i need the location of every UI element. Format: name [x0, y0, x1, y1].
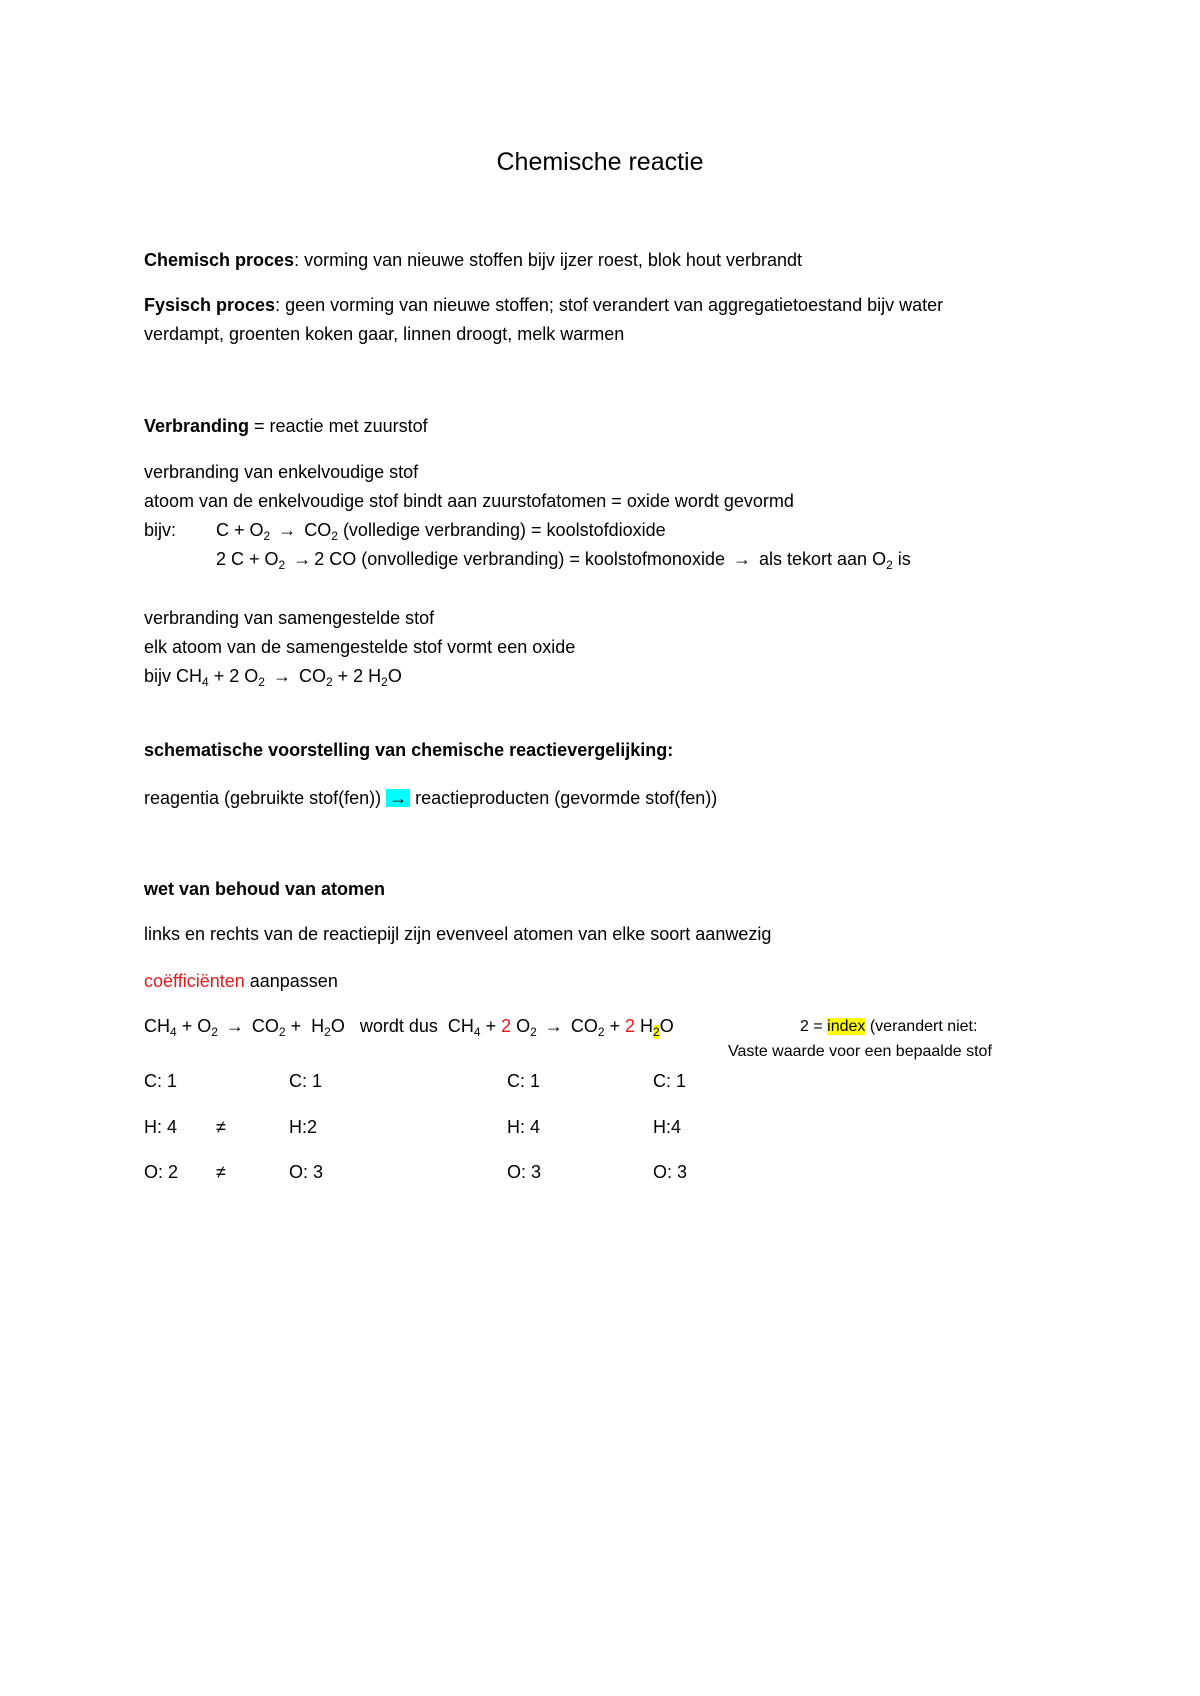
arrow-right-icon: → — [293, 549, 312, 569]
fysisch-proces-line — [144, 296, 943, 314]
table-cell: H:2 — [289, 1117, 318, 1137]
title-text: Chemische reactie — [496, 148, 704, 176]
arrow-right-icon: → — [544, 1016, 563, 1036]
wet-heading: wet van behoud van atomen — [144, 879, 386, 899]
table-cell: O: 3 — [289, 1162, 324, 1182]
equation-3: bijv $CH_4 + 2$ $O_2 \to CO_2 + 2$ $H_2O$ — [144, 666, 402, 689]
not-equal-sign: ≠ — [216, 1117, 226, 1137]
arrow-right-icon: → — [386, 789, 410, 807]
not-equal-sign: ≠ — [216, 1162, 226, 1182]
index-note-line1 — [800, 1019, 977, 1035]
equation-1-note: (volledige verbranding) = koolstofdioxide — [342, 520, 666, 540]
bijv-label: bijv: — [144, 520, 177, 540]
arrow-right-icon: → — [272, 666, 291, 686]
wordt-dus: wordt dus — [359, 1016, 438, 1036]
table-cell: O: 2 — [144, 1162, 179, 1182]
index-pre: 2 = — [800, 1018, 828, 1035]
table-cell: C: 1 — [144, 1071, 178, 1091]
coef-rest: aanpassen — [244, 971, 338, 991]
table-cell: O: 3 — [653, 1162, 688, 1182]
table-cell: H: 4 — [507, 1117, 541, 1137]
schema-line — [144, 789, 717, 807]
chemisch-text: : vorming van nieuwe stoffen bijv ijzer roest, blok hout verbrandt — [294, 250, 802, 270]
enkelvoudig-heading: verbranding van enkelvoudige stof — [144, 462, 419, 482]
chemisch-proces-line — [144, 251, 802, 269]
arrow-right-icon: → — [278, 520, 297, 540]
fysisch-text: : geen vorming van nieuwe stoffen; stof verandert van aggregatietoestand bijv water — [275, 295, 944, 315]
equation-2-tail: als tekort aan — [759, 549, 868, 569]
balance-equation: $CH_4 + O_2 \to CO_2 + H_2O$ wordt dus $CH_4 + 2$ $O_2 \to CO_2 + 2$ $H_2O$ — [144, 1016, 674, 1039]
index-subscript: 2 — [653, 1025, 660, 1039]
bijv2-label: bijv — [144, 666, 172, 686]
page-title — [0, 150, 1200, 175]
verbranding-term: Verbranding — [144, 416, 250, 436]
coef-h2o: 2 — [625, 1016, 636, 1036]
schema-right: reactieproducten (gevormde stof(fen)) — [410, 788, 718, 808]
table-cell: O: 3 — [507, 1162, 542, 1182]
samengesteld-heading: verbranding van samengestelde stof — [144, 608, 435, 628]
table-cell: H: 4 — [144, 1117, 178, 1137]
verbranding-def: = reactie met zuurstof — [249, 416, 428, 436]
coef-o2: 2 — [501, 1016, 512, 1036]
table-cell: C: 1 — [289, 1071, 323, 1091]
equation-2: 2 $C + O_2 \to 2$ CO (onvolledige verbranding) = koolstofmonoxide → als tekort aan $O_2$ is — [216, 549, 911, 572]
table-cell: H:4 — [653, 1117, 682, 1137]
schema-left: reagentia (gebruikte stof(fen)) — [144, 788, 387, 808]
coef-line — [144, 972, 338, 990]
wet-text: links en rechts van de reactiepijl zijn evenveel atomen van elke soort aanwezig — [144, 924, 772, 944]
fysisch-term: Fysisch proces — [144, 295, 276, 315]
index-word: index — [827, 1018, 866, 1035]
chemisch-term: Chemisch proces — [144, 250, 295, 270]
schema-heading: schematische voorstelling van chemische reactievergelijking: — [144, 740, 674, 760]
verbranding-line — [144, 417, 428, 435]
coef-red: coëfficiënten — [144, 971, 245, 991]
arrow-right-icon: → — [225, 1016, 244, 1036]
table-cell: C: 1 — [507, 1071, 541, 1091]
index-post: (verandert niet: — [865, 1018, 978, 1035]
enkelvoudig-text: atoom van de enkelvoudige stof bindt aan zuurstofatomen = oxide wordt gevormd — [144, 491, 794, 511]
samengesteld-text: elk atoom van de samengestelde stof vormt een oxide — [144, 637, 576, 657]
equation-2-is: is — [897, 549, 911, 569]
equation-1: $C + O_2 \to CO_2$ (volledige verbranding) = koolstofdioxide — [216, 520, 666, 543]
table-cell: C: 1 — [653, 1071, 687, 1091]
arrow-right-icon: → — [732, 549, 751, 569]
equation-2-note: (onvolledige verbranding) = koolstofmonoxide — [361, 549, 725, 569]
fysisch-text-line2: verdampt, groenten koken gaar, linnen droogt, melk warmen — [144, 324, 625, 344]
index-note-line2: Vaste waarde voor een bepaalde stof — [728, 1043, 992, 1060]
